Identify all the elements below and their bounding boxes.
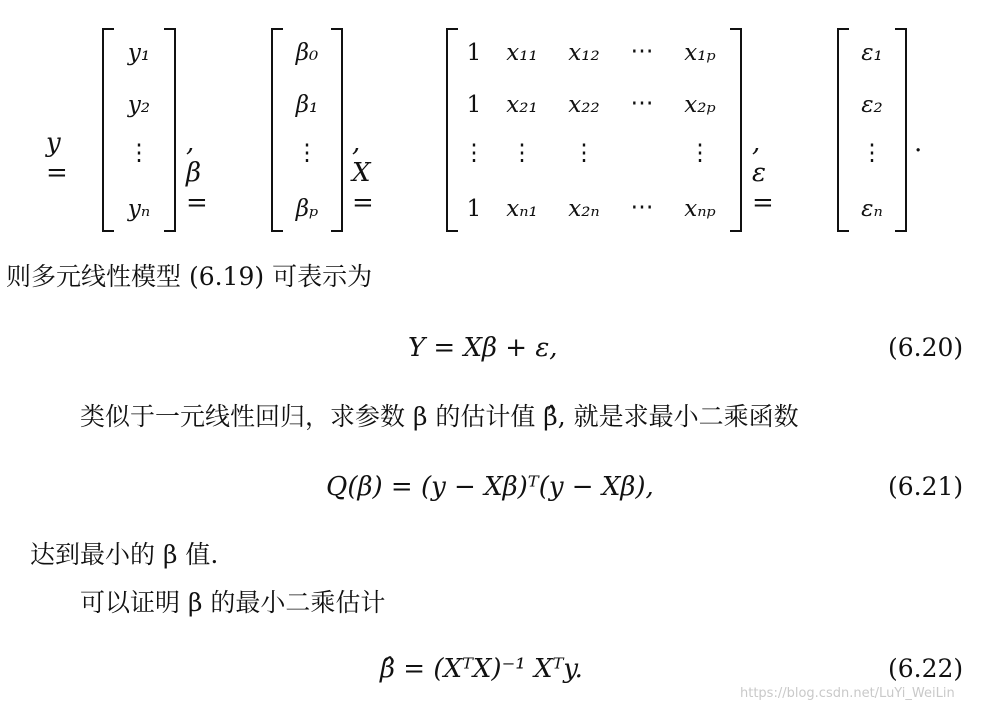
X-cell: 1: [466, 196, 482, 222]
paragraph-line: 类似于一元线性回归，求参数 β 的估计值 β̂, 就是求最小二乘函数: [80, 402, 799, 431]
watermark: https://blog.csdn.net/LuYi_WeiLin: [740, 686, 955, 701]
X-cell: x₁₁: [506, 40, 538, 66]
X-cell: ⋯: [630, 194, 654, 220]
beta-entry: βₚ: [295, 196, 319, 222]
X-cell: x₂₁: [506, 92, 538, 118]
paragraph-line: 可以证明 β 的最小二乘估计: [80, 588, 386, 617]
right-bracket: [730, 28, 742, 232]
paragraph-line: 达到最小的 β 值.: [30, 540, 219, 569]
X-label: , X =: [352, 128, 374, 218]
X-cell: x₂ₚ: [684, 92, 716, 118]
equation-6-21: Q(β) = (y − Xβ)ᵀ(y − Xβ),: [326, 472, 654, 502]
left-bracket: [446, 28, 458, 232]
paragraph-line: 则多元线性模型 (6.19) 可表示为: [6, 262, 373, 291]
X-cell: ⋮: [462, 140, 486, 166]
left-bracket: [837, 28, 849, 232]
X-cell: xₙ₁: [506, 196, 538, 222]
X-cell: xₙₚ: [684, 196, 716, 222]
beta-entry: β₁: [295, 92, 319, 118]
right-bracket: [331, 28, 343, 232]
X-cell: 1: [466, 40, 482, 66]
X-matrix: [446, 28, 742, 230]
y-entry: ⋮: [127, 140, 151, 166]
y-vector: [102, 28, 176, 230]
left-bracket: [102, 28, 114, 232]
y-entry: y₁: [127, 40, 151, 66]
right-bracket: [164, 28, 176, 232]
right-bracket: [895, 28, 907, 232]
X-cell: x₁₂: [568, 40, 600, 66]
X-cell: ⋮: [688, 140, 712, 166]
X-cell: ⋮: [572, 140, 596, 166]
eps-label: , ε =: [752, 128, 774, 218]
X-cell: x₁ₚ: [684, 40, 716, 66]
equation-6-20: Y = Xβ + ε,: [408, 333, 558, 363]
X-cell: ⋮: [510, 140, 534, 166]
eps-vector: [837, 28, 907, 230]
beta-label: , β =: [186, 128, 208, 218]
beta-vector: [271, 28, 343, 230]
equation-number: (6.20): [888, 333, 964, 362]
beta-entry: ⋮: [295, 140, 319, 166]
eps-entry: εₙ: [861, 196, 883, 222]
end-period: .: [914, 128, 923, 158]
equation-number: (6.22): [888, 654, 964, 683]
equation-number: (6.21): [888, 472, 964, 501]
eps-entry: ε₂: [861, 92, 883, 118]
eps-entry: ⋮: [860, 140, 884, 166]
eps-entry: ε₁: [861, 40, 883, 66]
equation-6-22: β̂ = (XᵀX)⁻¹ Xᵀy.: [380, 654, 583, 684]
y-label: y =: [46, 128, 68, 188]
X-cell: x₂ₙ: [568, 196, 600, 222]
beta-entry: β₀: [295, 40, 319, 66]
X-cell: ⋯: [630, 90, 654, 116]
y-entry: yₙ: [127, 196, 151, 222]
X-cell: 1: [466, 92, 482, 118]
left-bracket: [271, 28, 283, 232]
X-cell: x₂₂: [568, 92, 600, 118]
X-cell: ⋯: [630, 38, 654, 64]
y-entry: y₂: [127, 92, 151, 118]
